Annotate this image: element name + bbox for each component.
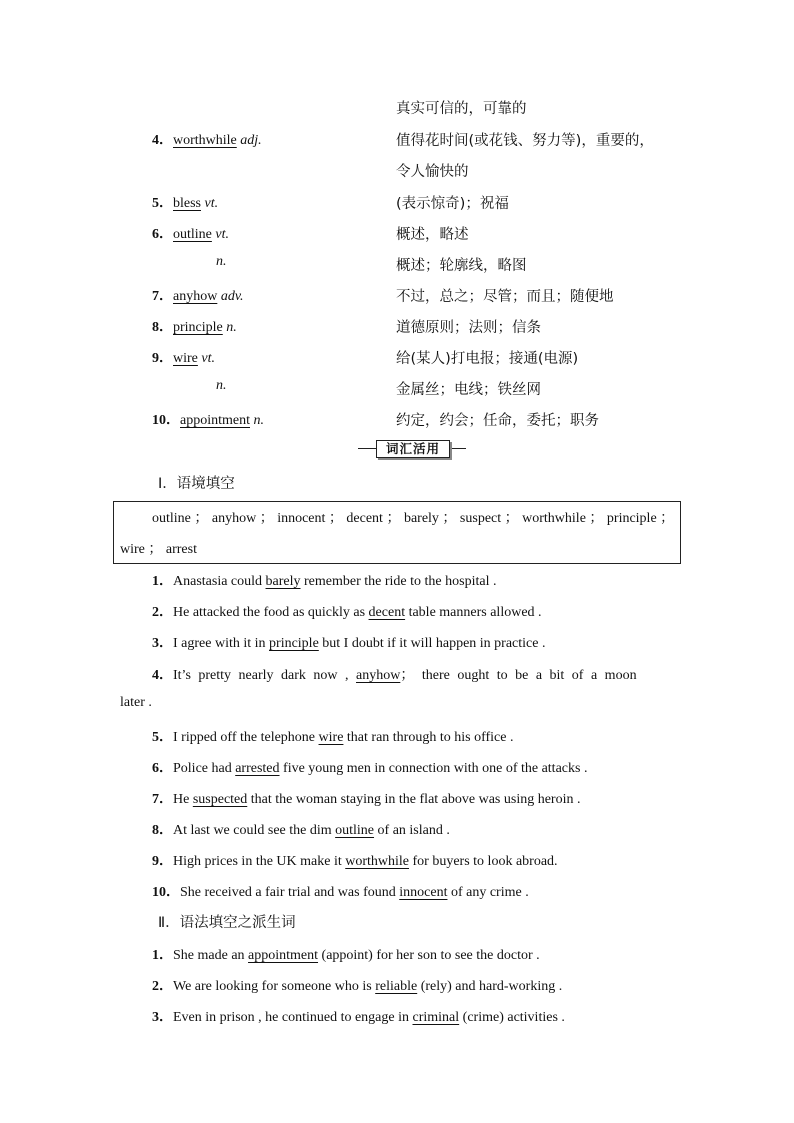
item-text: I ripped off the telephone: [173, 730, 319, 745]
exercise-item: [152, 850, 558, 870]
vocab-word: outline: [173, 227, 212, 242]
answer-blank: principle: [269, 636, 319, 651]
exercise-item: [152, 975, 562, 995]
exercise-item: [152, 1006, 565, 1026]
item-text: She made an: [173, 948, 249, 963]
item-text: High prices in the UK make it: [173, 854, 346, 869]
exercise-item: [152, 788, 580, 808]
vocab-row: [0, 347, 794, 375]
vocab-word: appointment: [180, 413, 250, 428]
item-text: of an island .: [374, 823, 450, 838]
vocab-pos: vt.: [201, 351, 215, 366]
exercise-item: [152, 601, 542, 621]
item-number: 5．: [152, 730, 173, 745]
item-text: I agree with it in: [173, 636, 270, 651]
item-text: Anastasia could: [173, 574, 266, 589]
exercise-item: [152, 570, 496, 590]
vocab-word: anyhow: [173, 289, 218, 304]
section-banner: [358, 440, 466, 458]
vocab-number: 5．: [152, 196, 173, 211]
exercise-item: [152, 632, 545, 652]
item-text: At last we could see the dim: [173, 823, 336, 838]
item-text: He: [173, 792, 193, 807]
item-number: 1．: [152, 574, 173, 589]
vocab-row: [0, 129, 794, 157]
item-text: of any crime .: [447, 885, 529, 900]
item-number: 7．: [152, 792, 173, 807]
exercise-item: [152, 726, 513, 746]
word-bank-line: outline ； anyhow ； innocent ； decent ； barely ； suspect ； worthwhile ； principle ；: [152, 511, 675, 526]
vocab-meaning: 概述；轮廓线，略图: [396, 258, 527, 274]
vocab-number: 7．: [152, 289, 173, 304]
item-text: (rely) and hard-working .: [417, 979, 563, 994]
vocab-pos: n.: [226, 320, 237, 335]
vocab-meaning: 道德原则；法则；信条: [396, 320, 541, 336]
item-text: It’s pretty nearly dark now ,: [173, 668, 357, 683]
section-title-context-fill: Ⅰ．语境填空: [158, 476, 235, 492]
vocab-number: 8．: [152, 320, 173, 335]
word-bank-box: [113, 501, 681, 564]
vocab-number: 10．: [152, 413, 180, 428]
vocab-pos: adj.: [240, 133, 262, 148]
item-number: 6．: [152, 761, 173, 776]
vocab-meaning: 给(某人)打电报；接通(电源): [396, 351, 579, 367]
vocab-row: [0, 254, 794, 282]
item-number: 2．: [152, 605, 173, 620]
vocab-meaning: 约定，约会；任命，委托；职务: [396, 413, 599, 429]
vocab-meaning: 不过，总之；尽管；而且；随便地: [396, 289, 614, 305]
item-number: 8．: [152, 823, 173, 838]
item-text: (crime) activities .: [459, 1010, 565, 1025]
vocab-number: 6．: [152, 227, 173, 242]
section-title-derivatives: Ⅱ．语法填空之派生词: [158, 915, 296, 931]
exercise-item: [152, 881, 529, 901]
vocab-meaning: (表示惊奇)；祝福: [396, 196, 509, 212]
vocab-word: wire: [173, 351, 198, 366]
item-text: Police had: [173, 761, 236, 776]
vocab-pos: n.: [253, 413, 264, 428]
exercise-item: [152, 757, 587, 777]
banner-label: 词汇活用: [376, 440, 450, 458]
vocab-meaning: 值得花时间(或花钱、努力等)，重要的，: [396, 133, 654, 149]
item-text: He attacked the food as quickly as: [173, 605, 369, 620]
vocab-word: bless: [173, 196, 201, 211]
answer-blank: barely: [265, 574, 301, 589]
vocab-row: [0, 409, 794, 437]
answer-blank: suspected: [192, 792, 248, 807]
vocab-word: principle: [173, 320, 223, 335]
item-text: that the woman staying in the flat above was using heroin .: [247, 792, 581, 807]
item-text: table manners allowed .: [405, 605, 542, 620]
vocab-meaning-cont: 令人愉快的: [396, 164, 469, 180]
vocab-row: [0, 285, 794, 313]
item-number: 10．: [152, 885, 180, 900]
answer-blank: wire: [318, 730, 344, 745]
vocab-number: 4．: [152, 133, 173, 148]
item-number: 3．: [152, 636, 173, 651]
item-text: We are looking for someone who is: [173, 979, 376, 994]
vocab-pos: vt.: [204, 196, 219, 211]
item-text: ； there ought to be a bit of a moon: [400, 668, 637, 683]
item-text: that ran through to his office .: [343, 730, 514, 745]
item-number: 4．: [152, 668, 173, 683]
vocab-meaning: 概述，略述: [396, 227, 469, 243]
item-text: Even in prison , he continued to engage in: [173, 1010, 413, 1025]
vocab-row: [0, 192, 794, 220]
item-text: remember the ride to the hospital .: [300, 574, 497, 589]
answer-blank: outline: [335, 823, 375, 838]
answer-blank: decent: [368, 605, 406, 620]
answer-blank: arrested: [235, 761, 280, 776]
vocab-pos: vt.: [215, 227, 229, 242]
item-number: 2．: [152, 979, 173, 994]
vocab-pos: n.: [216, 254, 227, 269]
vocab-row: [0, 378, 794, 406]
vocab-number: 9．: [152, 351, 173, 366]
answer-blank: anyhow: [356, 668, 401, 683]
vocab-pos: n.: [216, 378, 227, 393]
answer-blank: worthwhile: [345, 854, 410, 869]
vocab-row: [0, 223, 794, 251]
exercise-item: [152, 664, 637, 684]
vocab-meaning: 金属丝；电线；铁丝网: [396, 382, 541, 398]
item-text: five young men in connection with one of the attacks .: [279, 761, 588, 776]
item-text: but I doubt if it will happen in practice .: [318, 636, 546, 651]
item-text: for buyers to look abroad.: [409, 854, 558, 869]
answer-blank: appointment: [248, 948, 319, 963]
vocab-meaning-carryover: 真实可信的，可靠的: [396, 101, 527, 117]
item-number: 1．: [152, 948, 173, 963]
item-number: 9．: [152, 854, 173, 869]
item-text-cont: later .: [120, 695, 152, 710]
vocab-pos: adv.: [220, 289, 244, 304]
answer-blank: reliable: [375, 979, 418, 994]
vocab-word: worthwhile: [173, 133, 237, 148]
exercise-item: [152, 819, 450, 839]
answer-blank: innocent: [399, 885, 448, 900]
item-text: She received a fair trial and was found: [180, 885, 400, 900]
exercise-item: [152, 944, 540, 964]
item-number: 3．: [152, 1010, 173, 1025]
vocab-row: [0, 316, 794, 344]
item-text: (appoint) for her son to see the doctor .: [318, 948, 540, 963]
answer-blank: criminal: [412, 1010, 460, 1025]
word-bank-line: wire ； arrest: [120, 542, 197, 557]
